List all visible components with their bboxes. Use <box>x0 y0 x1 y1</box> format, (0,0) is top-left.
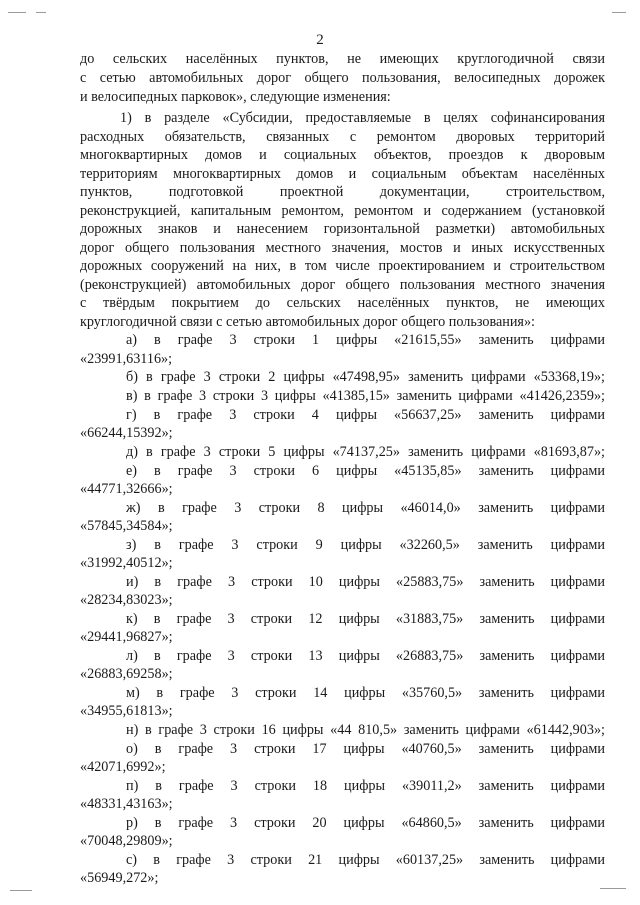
list-item-continuation: «48331,43163»; <box>80 796 173 812</box>
list-item: н) в графе 3 строки 16 цифры «44 810,5» заменить цифрами «61442,903»; <box>126 722 605 738</box>
list-item: к) в графе 3 строки 12 цифры «31883,75» заменить цифрами <box>126 611 605 627</box>
list-item-continuation: «42071,6992»; <box>80 759 166 775</box>
text-line: дорог общего пользования местного значения, мостов и иных искусственных <box>80 240 605 256</box>
list-item: ж) в графе 3 строки 8 цифры «46014,0» заменить цифрами <box>126 500 605 516</box>
list-item: л) в графе 3 строки 13 цифры «26883,75» заменить цифрами <box>126 648 605 664</box>
text-line: с сетью автомобильных дорог общего пользования, велосипедных дорожек <box>80 70 605 86</box>
text-line: реконструкцией, капитальным ремонтом, ремонтом и содержанием (установкой <box>80 203 605 219</box>
list-item-continuation: «44771,32666»; <box>80 481 173 497</box>
text-line: многоквартирных домов и социальных объектов, проездов к дворовым <box>80 147 605 163</box>
text-line: и велосипедных парковок», следующие изменения: <box>80 89 391 105</box>
list-item: и) в графе 3 строки 10 цифры «25883,75» заменить цифрами <box>126 574 605 590</box>
list-item: а) в графе 3 строки 1 цифры «21615,55» заменить цифрами <box>126 332 605 348</box>
text-line: территориям многоквартирных домов и социальным объектам населённых <box>80 166 605 182</box>
list-item-continuation: «29441,96827»; <box>80 629 173 645</box>
list-item: г) в графе 3 строки 4 цифры «56637,25» заменить цифрами <box>126 407 605 423</box>
text-line: пунктов, подготовкой проектной документации, строительством, <box>80 184 605 200</box>
list-item: о) в графе 3 строки 17 цифры «40760,5» заменить цифрами <box>126 741 605 757</box>
scan-artifact <box>612 12 626 13</box>
scan-artifact <box>10 890 32 891</box>
list-item-continuation: «66244,15392»; <box>80 425 173 441</box>
list-item: з) в графе 3 строки 9 цифры «32260,5» заменить цифрами <box>126 537 605 553</box>
list-item: с) в графе 3 строки 21 цифры «60137,25» заменить цифрами <box>126 852 605 868</box>
list-item: в) в графе 3 строки 3 цифры «41385,15» заменить цифрами «41426,2359»; <box>126 388 605 404</box>
list-item: р) в графе 3 строки 20 цифры «64860,5» заменить цифрами <box>126 815 605 831</box>
list-item-continuation: «28234,83023»; <box>80 592 173 608</box>
text-line: (реконструкцией) автомобильных дорог общего пользования местного значения <box>80 277 605 293</box>
list-item: м) в графе 3 строки 14 цифры «35760,5» заменить цифрами <box>126 685 605 701</box>
scan-artifact <box>8 12 26 13</box>
list-item-continuation: «31992,40512»; <box>80 555 173 571</box>
scan-artifact <box>600 888 626 889</box>
text-line: с твёрдым покрытием до сельских населённых пунктов, не имеющих <box>80 295 605 311</box>
list-item: б) в графе 3 строки 2 цифры «47498,95» заменить цифрами «53368,19»; <box>126 369 605 385</box>
list-item-continuation: «57845,34584»; <box>80 518 173 534</box>
text-line: расходных обязательств, связанных с ремонтом дворовых территорий <box>80 129 605 145</box>
list-item-continuation: «56949,272»; <box>80 870 159 886</box>
text-line: дорожных знаков и нанесением горизонтальной разметки) автомобильных <box>80 221 605 237</box>
list-item-continuation: «26883,69258»; <box>80 666 173 682</box>
list-item: е) в графе 3 строки 6 цифры «45135,85» заменить цифрами <box>126 463 605 479</box>
list-item: д) в графе 3 строки 5 цифры «74137,25» заменить цифрами «81693,87»; <box>126 444 605 460</box>
paragraph-first-line: 1) в разделе «Субсидии, предоставляемые в целях софинансирования <box>120 110 605 126</box>
list-item-continuation: «34955,61813»; <box>80 703 173 719</box>
text-line: до сельских населённых пунктов, не имеющих круглогодичной связи <box>80 51 605 67</box>
text-line: круглогодичной связи с сетью автомобильных дорог общего пользования»: <box>80 314 535 330</box>
list-item: п) в графе 3 строки 18 цифры «39011,2» заменить цифрами <box>126 778 605 794</box>
list-item-continuation: «23991,63116»; <box>80 351 173 367</box>
scan-artifact <box>36 12 46 13</box>
list-item-continuation: «70048,29809»; <box>80 833 173 849</box>
page-number: 2 <box>316 32 324 48</box>
text-line: дорожных сооружений на них, в том числе проектированием и строительством <box>80 258 605 274</box>
